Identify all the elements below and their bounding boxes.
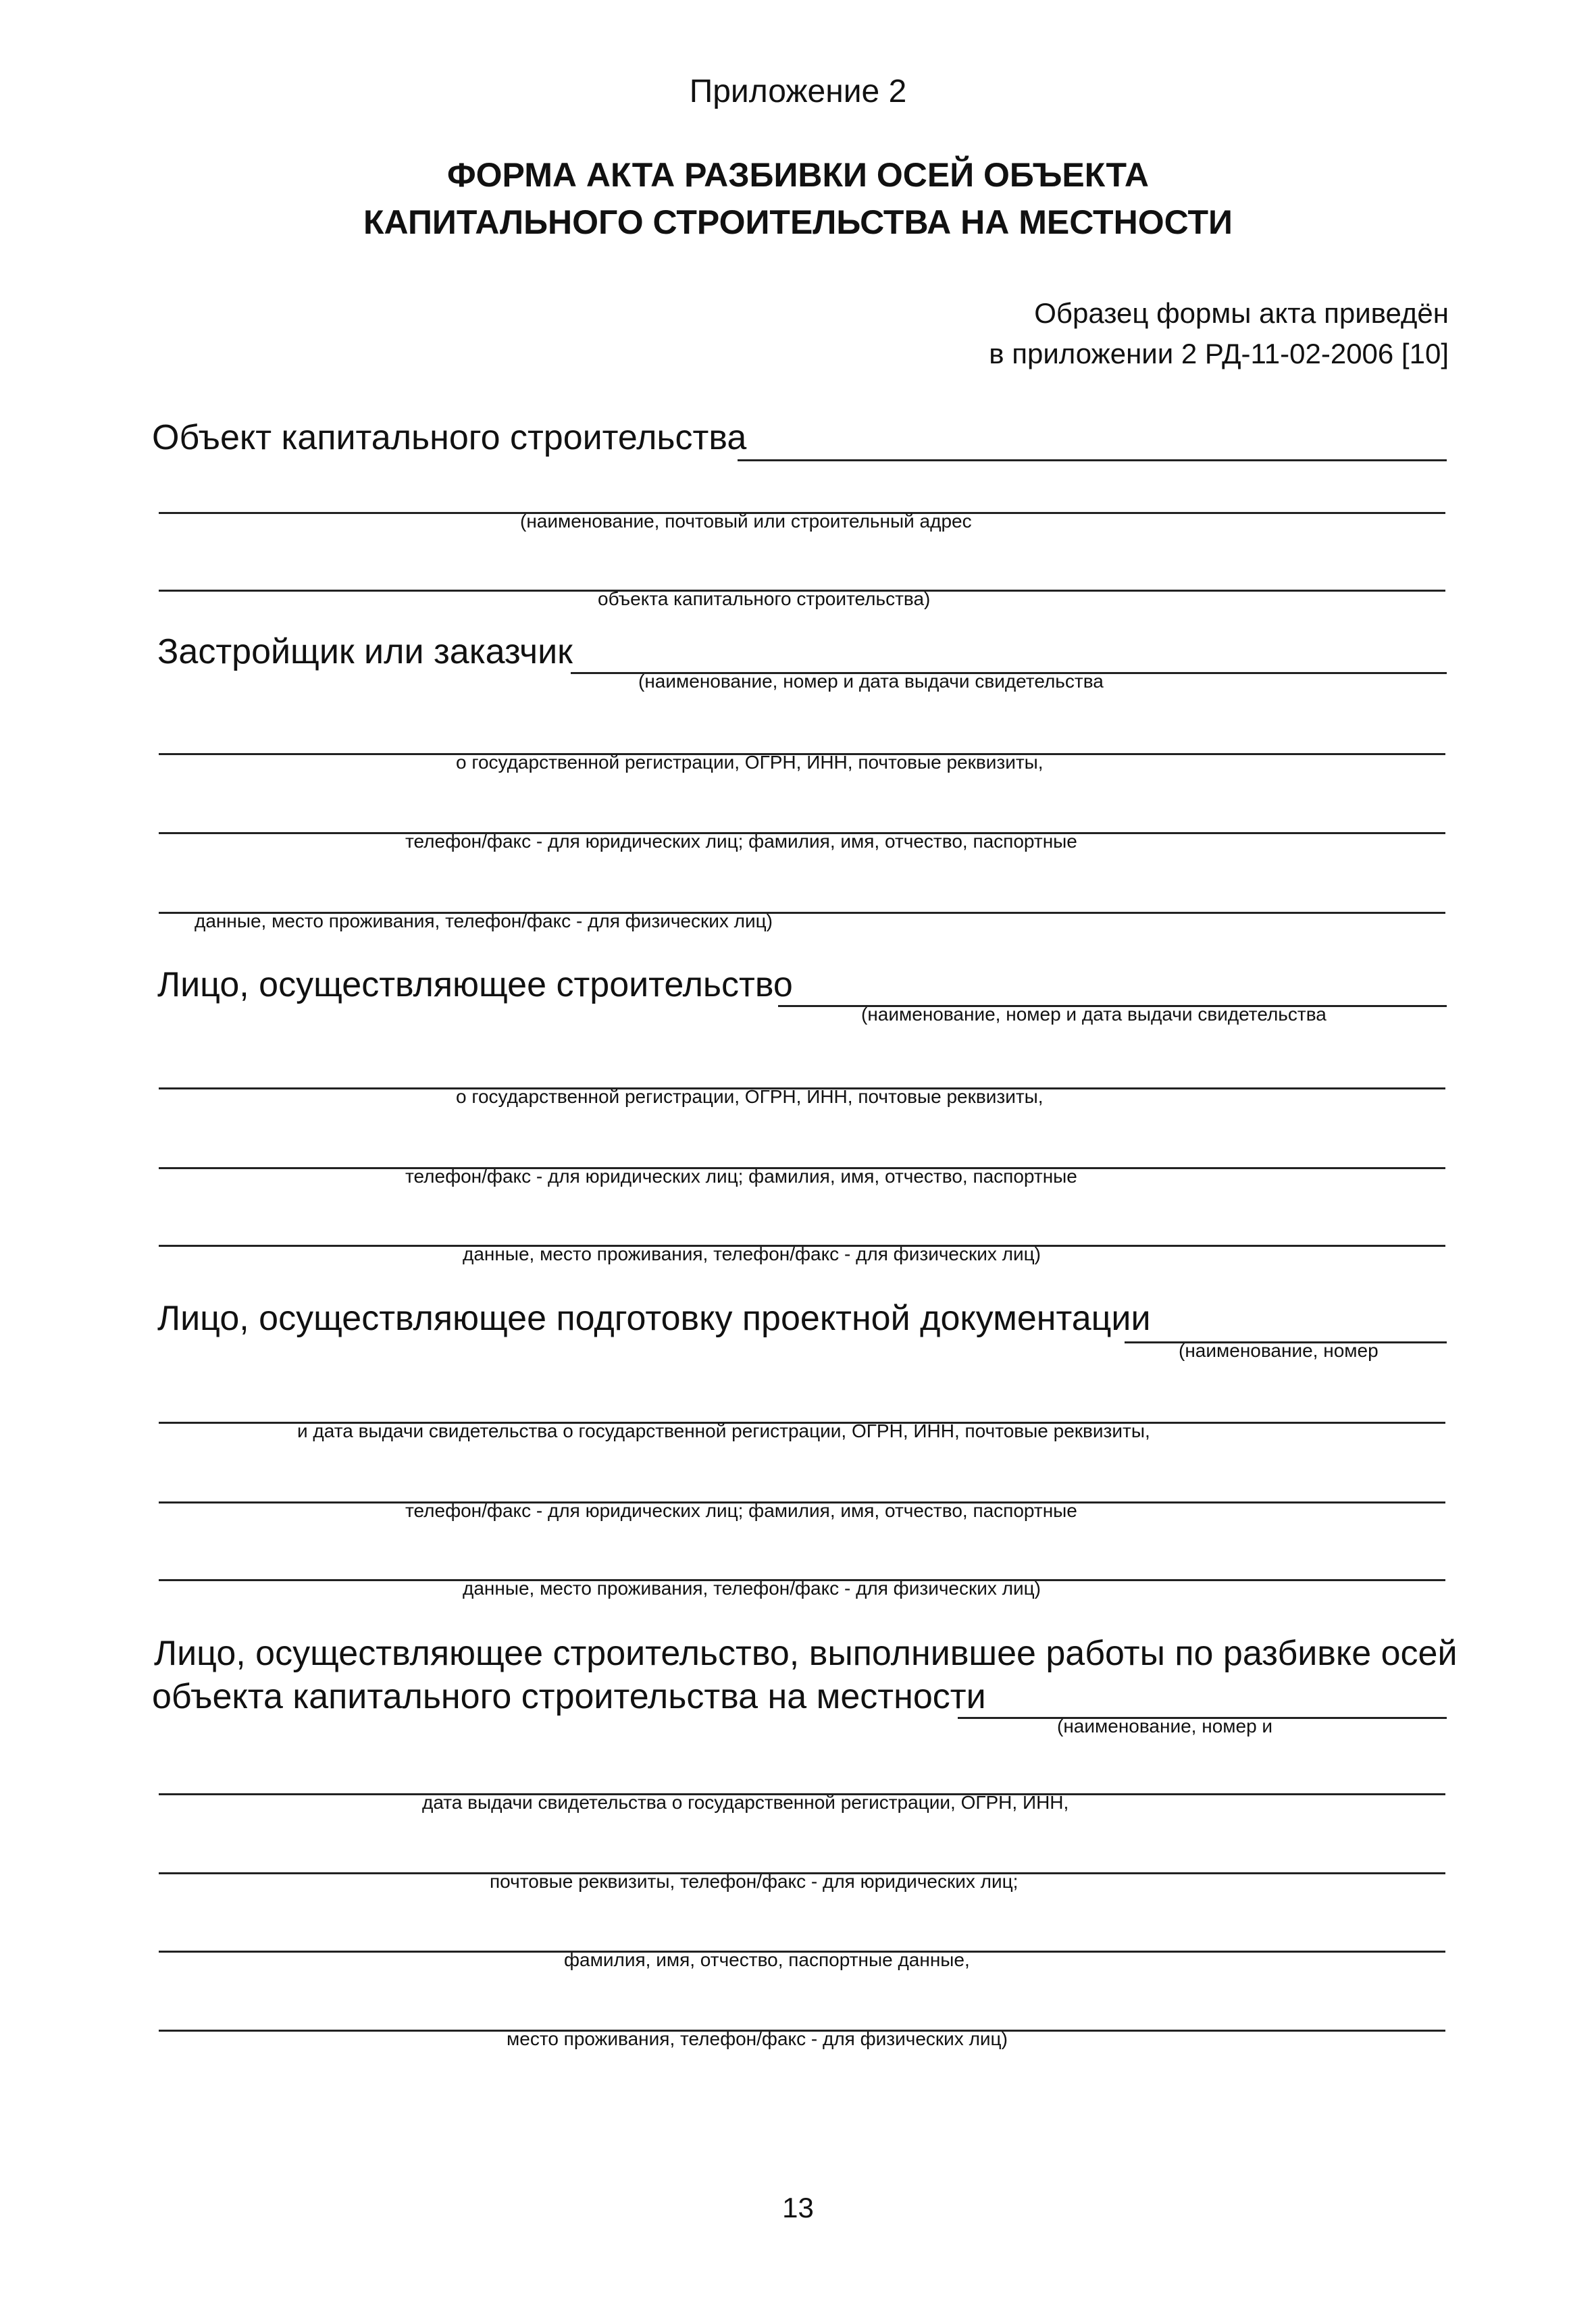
builder-caption-2: о государственной регистрации, ОГРН, ИНН, почтовые реквизиты, [456, 1086, 1044, 1107]
developer-label: Застройщик или заказчик [157, 632, 573, 671]
page-number: 13 [782, 2192, 814, 2223]
builder-caption-1: (наименование, номер и дата выдачи свидетельства [861, 1004, 1327, 1025]
developer-caption-3: телефон/факс - для юридических лиц; фамилия, имя, отчество, паспортные [405, 831, 1077, 852]
designer-caption-1: (наименование, номер [1179, 1340, 1379, 1361]
builder-label: Лицо, осуществляющее строительство [157, 965, 793, 1004]
object-label: Объект капитального строительства [152, 418, 747, 457]
layout-contractor-caption-5: место проживания, телефон/факс - для физических лиц) [507, 2028, 1008, 2049]
object-field-line[interactable] [738, 459, 1447, 461]
layout-contractor-caption-1: (наименование, номер и [1057, 1716, 1273, 1737]
layout-contractor-caption-2: дата выдачи свидетельства о государственной регистрации, ОГРН, ИНН, [422, 1792, 1069, 1813]
developer-caption-1: (наименование, номер и дата выдачи свидетельства [638, 671, 1104, 692]
builder-caption-4: данные, место проживания, телефон/факс - для физических лиц) [463, 1243, 1041, 1264]
designer-caption-2: и дата выдачи свидетельства о государственной регистрации, ОГРН, ИНН, почтовые реквизиты, [297, 1420, 1150, 1441]
appendix-label: Приложение 2 [689, 74, 907, 109]
layout-contractor-caption-3: почтовые реквизиты, телефон/факс - для юридических лиц; [490, 1871, 1019, 1892]
form-title-line2: КАПИТАЛЬНОГО СТРОИТЕЛЬСТВА НА МЕСТНОСТИ [363, 203, 1233, 241]
sample-note-line1: Образец формы акта приведён [1034, 297, 1449, 329]
object-caption-2: объекта капитального строительства) [598, 588, 931, 609]
sample-note-line2: в приложении 2 РД-11-02-2006 [10] [989, 338, 1449, 369]
developer-caption-4: данные, место проживания, телефон/факс - для физических лиц) [195, 910, 773, 931]
object-caption-1: (наименование, почтовый или строительный адрес [520, 511, 972, 532]
form-title-line1: ФОРМА АКТА РАЗБИВКИ ОСЕЙ ОБЪЕКТА [446, 156, 1150, 194]
builder-caption-3: телефон/факс - для юридических лиц; фамилия, имя, отчество, паспортные [405, 1166, 1077, 1187]
layout-contractor-caption-4: фамилия, имя, отчество, паспортные данные, [564, 1949, 970, 1970]
layout-contractor-label-line2: объекта капитального строительства на местности [152, 1677, 986, 1716]
designer-label: Лицо, осуществляющее подготовку проектной документации [157, 1299, 1151, 1338]
designer-caption-4: данные, место проживания, телефон/факс - для физических лиц) [463, 1578, 1041, 1599]
layout-contractor-label-line1: Лицо, осуществляющее строительство, выполнившее работы по разбивке осей [154, 1634, 1458, 1673]
developer-caption-2: о государственной регистрации, ОГРН, ИНН, почтовые реквизиты, [456, 752, 1044, 773]
designer-caption-3: телефон/факс - для юридических лиц; фамилия, имя, отчество, паспортные [405, 1500, 1077, 1521]
